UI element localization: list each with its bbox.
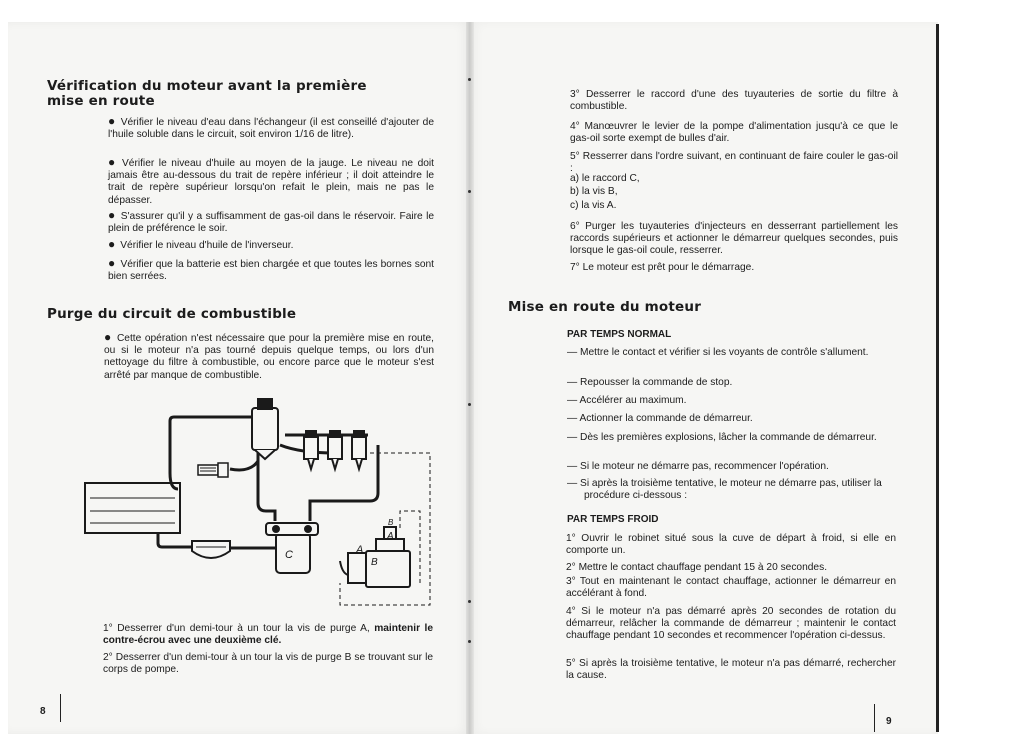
binding-mark: [468, 190, 471, 193]
label-a: A: [356, 544, 364, 556]
binding-mark: [468, 78, 471, 81]
book-gutter: [466, 22, 474, 734]
normal-item: — Actionner la commande de démarreur.: [567, 413, 753, 424]
bullet-item: ● Vérifier le niveau d'eau dans l'échangeur (il est conseillé d'ajouter de l'huile soluble dans le circuit, soit environ 1/16 de litre).: [108, 114, 434, 141]
purge-step-7: 7° Le moteur est prêt pour le démarrage.: [570, 262, 755, 273]
normal-item: — Si après la troisième tentative, le moteur ne démarre pas, utiliser la procédure ci-dessous :: [567, 478, 882, 502]
prefilter: [192, 541, 230, 558]
binding-mark: [468, 403, 471, 406]
bullet-item: ● Vérifier le niveau d'huile au moyen de la jauge. Le niveau ne doit jamais être au-dessous du trait de repère inférieur ; il doit atteindre le trait de repère supérieur lorsqu'on refait le plein, mais ne pas le dépasser.: [108, 155, 435, 206]
page-number-right: 9: [886, 716, 892, 727]
fuel-tank: [85, 483, 180, 533]
fuel-feed-line: [158, 533, 196, 547]
fuel-return-line: [170, 417, 252, 489]
fuel-filter: [252, 399, 278, 459]
section-heading-verification: Vérification du moteur avant la première mise en route: [47, 78, 367, 109]
normal-item: — Mettre le contact et vérifier si les voyants de contrôle s'allument.: [567, 347, 869, 358]
purge-step-3: 3° Desserrer le raccord d'une des tuyauteries de sortie du filtre à combustible.: [570, 89, 898, 113]
page-rule-right: [874, 704, 875, 732]
purge-step-1: 1° Desserrer d'un demi-tour à un tour la vis de purge A, maintenir le contre-écrou avec une deuxième clé.: [103, 623, 434, 647]
purge-step-4: 4° Manœuvrer le levier de la pompe d'alimentation jusqu'à ce que le gas-oil sorte exempt de bulles d'air.: [570, 121, 898, 145]
bullet-item: ● Vérifier que la batterie est bien chargée et que toutes les bornes sont bien serrées.: [108, 256, 435, 283]
purge-step-6: 6° Purger les tuyauteries d'injecteurs en desserrant partiellement les raccords supérieurs et actionner le démarreur quelques secondes, puis lorsque le gas-oil coule, resserrer.: [570, 221, 898, 257]
binding-mark: [468, 600, 471, 603]
normal-item: — Si le moteur ne démarre pas, recommencer l'opération.: [567, 461, 829, 472]
purge-step-2: 2° Desserrer d'un demi-tour à un tour la vis de purge B se trouvant sur le corps de pompe.: [103, 652, 433, 676]
order-item-c: c) la vis A.: [570, 200, 617, 211]
purge-step-5: 5° Resserrer dans l'ordre suivant, en continuant de faire couler le gas-oil :: [570, 151, 898, 175]
subheading-normal: PAR TEMPS NORMAL: [567, 329, 672, 340]
normal-item: — Accélérer au maximum.: [567, 395, 687, 406]
cold-item: 4° Si le moteur n'a pas démarré après 20 secondes de rotation du démarreur, relâcher la commande de démarreur ; maintenir le contact chauffage pendant 10 secondes et recommencer l'opération ci-dessus.: [566, 606, 896, 642]
page-number-left: 8: [40, 706, 46, 717]
label-b: B: [388, 518, 394, 527]
cold-item: 5° Si après la troisième tentative, le moteur n'a pas démarré, rechercher la cause.: [566, 658, 896, 682]
label-a-box: A: [387, 531, 394, 542]
section-heading-startup: Mise en route du moteur: [508, 299, 702, 315]
injectors: [304, 431, 366, 469]
subheading-cold: PAR TEMPS FROID: [567, 514, 659, 525]
cold-item: 1° Ouvrir le robinet situé sous la cuve de départ à froid, si elle en comporte un.: [566, 533, 896, 557]
page-rule-left: [60, 694, 61, 722]
order-item-a: a) le raccord C,: [570, 173, 640, 184]
normal-item: — Dès les premières explosions, lâcher la commande de démarreur.: [567, 432, 877, 443]
label-c: C: [285, 549, 293, 561]
order-item-b: b) la vis B,: [570, 186, 618, 197]
purge-intro: ● Cette opération n'est nécessaire que pour la première mise en route, ou si le moteur n'a pas tourné depuis quelque temps, ou lors d'un nettoyage du filtre à combustible, ou encore parce que le moteur s'est arrêté par manque de combustible.: [104, 330, 434, 381]
page-edge: [936, 24, 939, 732]
cold-item: 2° Mettre le contact chauffage pendant 15 à 20 secondes.: [566, 562, 828, 573]
bullet-item: ● Vérifier le niveau d'huile de l'inverseur.: [108, 237, 294, 251]
label-b-pump: B: [371, 557, 378, 568]
cold-item: 3° Tout en maintenant le contact chauffage, actionner le démarreur en accélérant à fond.: [566, 576, 896, 600]
pump-feed-line: [310, 445, 378, 521]
bullet-item: ● S'assurer qu'il y a suffisamment de gas-oil dans le réservoir. Faire le plein de préférence le soir.: [108, 208, 434, 235]
binding-mark: [468, 640, 471, 643]
normal-item: — Repousser la commande de stop.: [567, 377, 733, 388]
water-separator: [198, 463, 228, 477]
fuel-circuit-diagram: [80, 393, 440, 608]
section-heading-purge: Purge du circuit de combustible: [47, 306, 297, 322]
